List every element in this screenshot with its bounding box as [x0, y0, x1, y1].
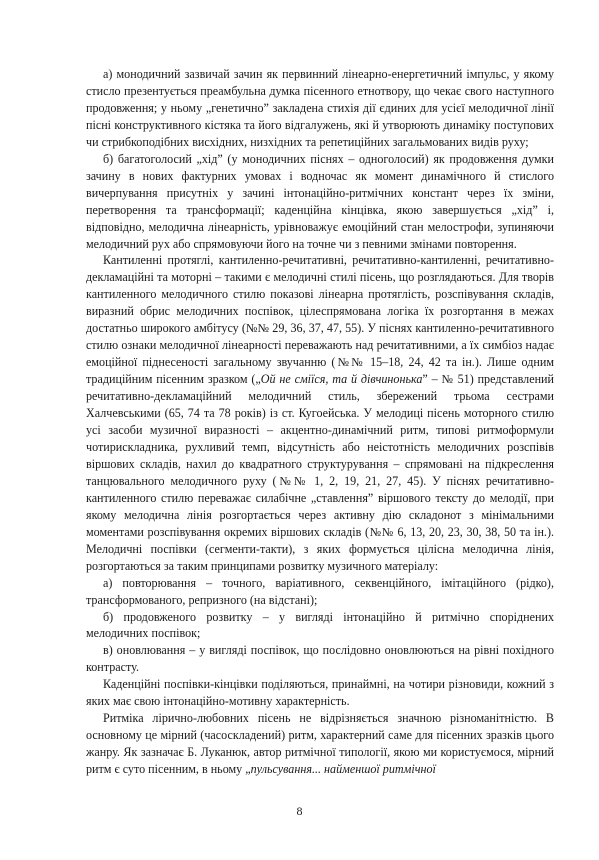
- paragraph-cadence: Каденційні поспівки-кінцівки поділяються, принаймні, на чотири різновиди, кожний з яких має свою інтонаційно-мотивну характерність.: [86, 677, 554, 709]
- paragraph-list-c: в) оновлювання – у вигляді поспівок, що послідовно оновлюються на рівні похідного контрасту.: [86, 643, 554, 675]
- page-number: 8: [296, 804, 303, 818]
- document-page: [86, 66, 554, 778]
- quote-italic: пульсування... найменшої ритмічної: [250, 762, 436, 777]
- paragraph-text-part: Кантиленні протяглі, кантиленно-речитативні, речитативно-кантиленні, речитативно-декламаційні та моторні – такими є мелодичні стилі пісень, що розглядаються. Для творів кантиленного мелодичного стилю показові лінеарна протяглість, розспівування складів, виразний обрис мелодичних поспівок, цілеспрямована логіка їх розгортання в межах достатньо широкого амбітусу (№№ 29, 36, 37, 47, 55). У піснях кантиленно-речитативного стилю ознаки мелодичної лінеарності переважають над речитативними, а їх симбіоз надає емоційної піднесеності загальному звучанню (№№ 15–18, 24, 42 та ін.). Лише одним традиційним пісенним зразком („: [86, 253, 554, 387]
- song-title-italic: Ой не сміїся, та й дівчинонька: [260, 372, 423, 387]
- paragraph-melodic-styles: [86, 252, 554, 574]
- paragraph-rhythm: [86, 710, 554, 778]
- paragraph-list-a: а) повторювання – точного, варіативного, секвенційного, імітаційного (рідко), трансформованого, репризного (на відстані);: [86, 575, 554, 607]
- paragraph-a-monodic: а) монодичний зазвичай зачин як первинний лінеарно-енергетичний імпульс, у якому стисло презентується преамбульна думка пісенного етнотвору, що чекає свого наступного продовження; у ньому „генетично” закладена стихія дії єдиних для усієї мелодичної лінії пісні конструктивного кістяка та його відгалужень, які й утворюють динаміку поступових чи стрибкоподібних висхідних, низхідних та репетиційних загальмованих видів руху;: [86, 67, 554, 149]
- paragraph-text-part: Ритміка ліричнo-любовних пісень не відрізняється значною різноманітністю. В основному це мірний (часоскладений) ритм, характерний саме для пісенних зразків цього жанру. Як зазначає Б. Луканюк, автор ритмічної типології, якою ми користуємося, мірний ритм є суто пісенним, в ньому „: [86, 711, 554, 777]
- paragraph-list-b: б) продовженого розвитку – у вигляді інтонаційно й ритмічно споріднених мелодичних поспівок;: [86, 609, 554, 641]
- paragraph-text-part: ” – № 51) представлений речитативно-декламаційний мелодичний стиль, збережений трьома сестрами Халчевськими (65, 74 та 78 років) із ст. Кугоейська. У мелодиці пісень моторного стилю усі засоби музичної виразності – акцентно-динамічний ритм, типові ритмоформули чотирискладника, рухливий темп, відсутність або неістотність мелодичних розспівів віршових складів, нахил до квадратного структурування – спрямовані на підкреслення танцювального мелодичного руху (№№ 1, 2, 19, 21, 27, 45). У піснях речитативно-кантиленного стилю переважає силабічне „ставлення” віршового тексту до мелодії, при якому мелодична лінія розгортається через активну дію складонот з мінімальними моментами розспівування окремих віршових складів (№№ 6, 13, 20, 23, 30, 38, 50 та ін.). Мелодичні поспівки (сегменти-такти), з яких формується цілісна мелодична лінія, розгортаються за таким принципами розвитку музичного матеріалу:: [86, 372, 555, 573]
- paragraph-b-polyphonic: б) багатоголосий „хід” (у монодичних піснях – одноголосий) як продовження думки зачину в нових фактурних умовах і водночас як момент динамічного й стислого вичерпування присутніх у зачині інтонаційно-ритмічних констант через їх зміни, перетворення та трансформації; каденційна кінцівка, якою завершується „хід” і, відповідно, мелодична лінеарність, урівноважує емоційний стан мелострофи, зупиняючи мелодичний рух або спрямовуючи його на точне чи з певними змінами повторення.: [86, 151, 554, 251]
